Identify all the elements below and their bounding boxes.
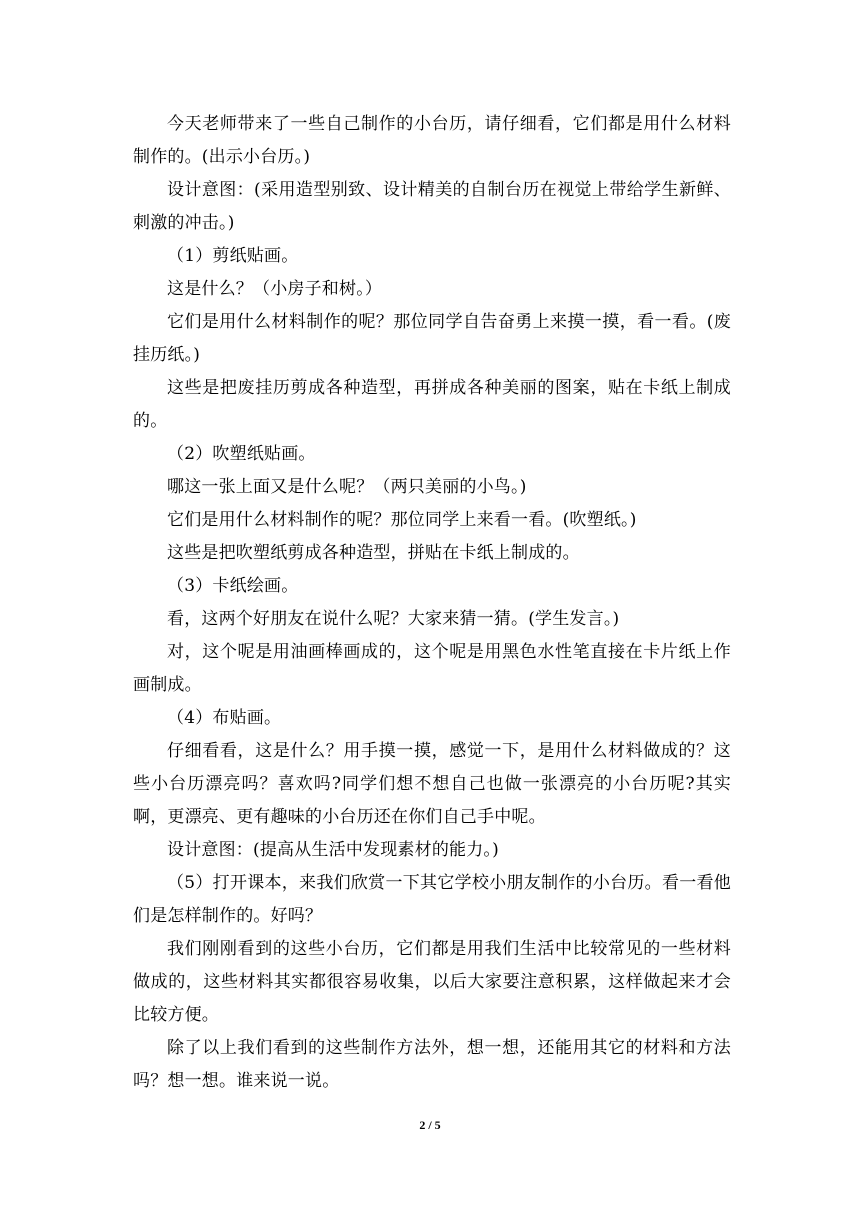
paragraph-9: 它们是用什么材料制作的呢？那位同学上来看一看。(吹塑纸。)	[167, 510, 637, 530]
page-number: 2 / 5	[419, 1118, 441, 1132]
paragraph-18: 我们刚刚看到的这些小台历，它们都是用我们生活中比较常见的一些材料做成的，这些材料其实都很容易收集，以后大家要注意积累，这样做起来才会比较方便。	[133, 939, 731, 1025]
paragraph-4: 这是什么？（小房子和树。）	[167, 279, 383, 299]
paragraph-15: 仔细看看，这是什么？用手摸一摸，感觉一下，是用什么材料做成的？这些小台历漂亮吗？喜欢吗?同学们想不想自己也做一张漂亮的小台历呢?其实啊，更漂亮、更有趣味的小台历还在你们自己手中呢。	[133, 741, 731, 827]
paragraph-16: 设计意图：(提高从生活中发现素材的能力。)	[167, 840, 499, 860]
paragraph-1: 今天老师带来了一些自己制作的小台历，请仔细看，它们都是用什么材料制作的。(出示小台历。)	[133, 114, 731, 167]
paragraph-8: 哪这一张上面又是什么呢？（两只美丽的小鸟。)	[167, 477, 527, 497]
paragraph-13: 对，这个呢是用油画棒画成的，这个呢是用黑色水性笔直接在卡片纸上作画制成。	[133, 642, 731, 695]
paragraph-7: （2）吹塑纸贴画。	[167, 444, 316, 464]
paragraph-14: （4）布贴画。	[167, 708, 282, 728]
paragraph-10: 这些是把吹塑纸剪成各种造型，拼贴在卡纸上制成的。	[167, 543, 580, 563]
document-body	[133, 108, 731, 1098]
paragraph-12: 看，这两个好朋友在说什么呢？大家来猜一猜。(学生发言。)	[167, 609, 620, 629]
paragraph-19: 除了以上我们看到的这些制作方法外，想一想，还能用其它的材料和方法吗？想一想。谁来说一说。	[133, 1038, 731, 1091]
paragraph-11: （3）卡纸绘画。	[167, 576, 299, 596]
paragraph-17: （5）打开课本，来我们欣赏一下其它学校小朋友制作的小台历。看一看他们是怎样制作的。好吗？	[133, 873, 731, 926]
paragraph-2: 设计意图：(采用造型别致、设计精美的自制台历在视觉上带给学生新鲜、刺激的冲击。)	[133, 180, 731, 233]
paragraph-3: （1）剪纸贴画。	[167, 246, 299, 266]
paragraph-6: 这些是把废挂历剪成各种造型，再拼成各种美丽的图案，贴在卡纸上制成的。	[133, 378, 731, 431]
paragraph-5: 它们是用什么材料制作的呢？那位同学自告奋勇上来摸一摸，看一看。(废挂历纸。)	[133, 312, 731, 365]
